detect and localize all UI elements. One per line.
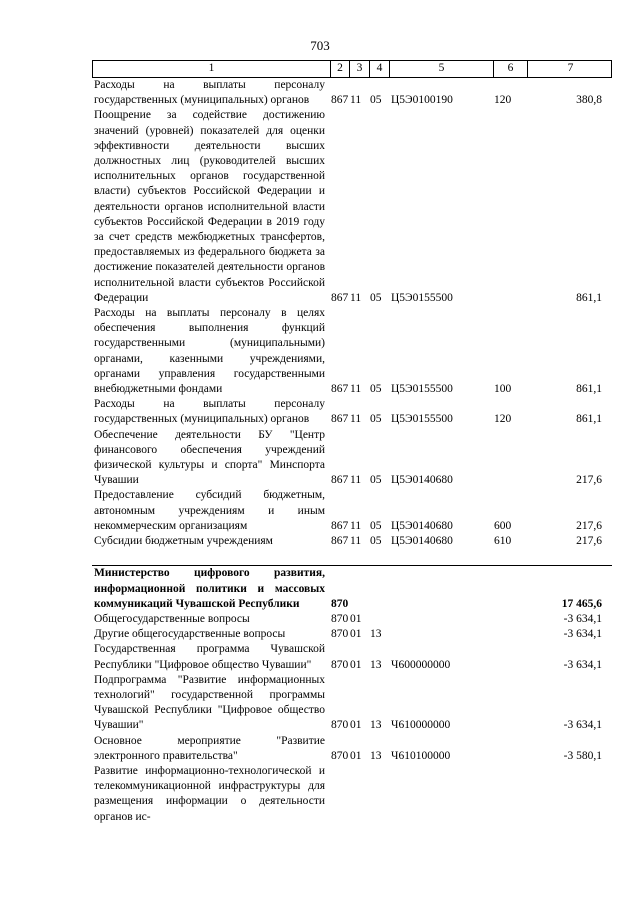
row-amount: 217,6 (576, 535, 602, 548)
header-col-2: 2 (330, 61, 349, 77)
table-body (92, 77, 612, 825)
table-row (92, 108, 612, 306)
header-col-5: 5 (389, 61, 493, 77)
row-expense-type: 610 (494, 535, 512, 548)
row-target-article: Ц5Э0155500 (391, 413, 453, 426)
row-ministry-code: 870 (331, 749, 349, 762)
row-subsection: 05 (370, 535, 382, 548)
table-row (92, 306, 612, 397)
row-subsection: 13 (370, 658, 382, 671)
row-section: 11 (350, 291, 362, 304)
row-amount: 380,8 (576, 94, 602, 107)
row-name: Другие общегосударственные вопросы (94, 628, 286, 641)
row-ministry-code: 867 (331, 535, 349, 548)
row-subsection: 13 (370, 628, 382, 641)
row-name: Подпрограмма "Развитие информационных технологий" государственной программы Чувашской Республики "Цифровое общество Чувашии" (94, 673, 325, 732)
table-row (92, 488, 612, 534)
table-row (92, 627, 612, 642)
row-name: Государственная программа Чувашской Республики "Цифровое общество Чувашии" (94, 643, 325, 671)
row-section: 01 (350, 749, 362, 762)
row-ministry-code: 870 (331, 628, 349, 641)
table-row (92, 764, 612, 825)
row-section: 11 (350, 535, 362, 548)
table-row (92, 534, 612, 549)
row-expense-type: 120 (494, 94, 512, 107)
row-name: Обеспечение деятельности БУ "Центр финансового обеспечения учреждений физической культуры и спорта" Минспорта Чувашии (94, 428, 325, 487)
row-amount: -3 634,1 (563, 612, 602, 625)
row-target-article: Ч610000000 (391, 719, 451, 732)
table-row (92, 77, 612, 108)
row-expense-type: 600 (494, 519, 512, 532)
row-amount: 17 465,6 (561, 597, 602, 610)
row-ministry-code: 870 (331, 597, 349, 610)
row-section: 11 (350, 519, 362, 532)
row-target-article: Ц5Э0140680 (391, 519, 453, 532)
row-name: Расходы на выплаты персоналу в целях обеспечения выполнения функций государственными (муниципальными) органами, казенными учреждениями, органами управления государственными внебюджетными фондами (94, 307, 325, 396)
row-ministry-code: 867 (331, 291, 349, 304)
row-target-article: Ц5Э0140680 (391, 535, 453, 548)
table-row (92, 565, 612, 612)
row-subsection: 05 (370, 94, 382, 107)
row-section: 01 (350, 658, 362, 671)
row-name: Общегосударственные вопросы (94, 612, 250, 625)
table-row (92, 642, 612, 672)
row-section: 01 (350, 628, 362, 641)
row-subsection: 05 (370, 413, 382, 426)
table-row (92, 397, 612, 427)
row-subsection: 13 (370, 719, 382, 732)
row-amount: 861,1 (576, 383, 602, 396)
row-section: 11 (350, 94, 362, 107)
row-name: Основное мероприятие "Развитие электронного правительства" (94, 734, 325, 762)
row-target-article: Ц5Э0155500 (391, 383, 453, 396)
header-col-1: 1 (208, 62, 215, 74)
row-ministry-code: 867 (331, 94, 349, 107)
row-expense-type: 100 (494, 383, 512, 396)
row-ministry-code: 867 (331, 383, 349, 396)
row-amount: 861,1 (576, 413, 602, 426)
row-subsection: 05 (370, 519, 382, 532)
row-name: Поощрение за содействие достижению значений (уровней) показателей для оценки эффективности деятельности высших должностных лиц (руководителей высших исполнительных органов государственной власти) субъектов Российской Федерации и деятельности органов исполнительной власти субъектов Российской Федерации в 2019 году за счет средств межбюджетных трансфертов, предоставляемых из федерального бюджета за достижение показателей деятельности органов исполнительной власти субъектов Российской Федерации (94, 109, 325, 304)
row-ministry-code: 870 (331, 719, 349, 732)
row-ministry-code: 867 (331, 474, 349, 487)
row-subsection: 05 (370, 474, 382, 487)
budget-table (92, 60, 612, 825)
row-target-article: Ц5Э0155500 (391, 291, 453, 304)
row-target-article: Ч600000000 (391, 658, 451, 671)
table-header (92, 60, 612, 77)
row-ministry-code: 867 (331, 519, 349, 532)
row-target-article: Ч610100000 (391, 749, 451, 762)
row-amount: -3 580,1 (563, 749, 602, 762)
header-col-6: 6 (493, 61, 527, 77)
row-amount: 861,1 (576, 291, 602, 304)
table-row (92, 734, 612, 764)
row-ministry-code: 867 (331, 413, 349, 426)
row-name: Расходы на выплаты персоналу государственных (муниципальных) органов (94, 79, 325, 107)
row-name: Предоставление субсидий бюджетным, автономным учреждениям и иным некоммерческим организациям (94, 489, 325, 532)
row-amount: -3 634,1 (563, 719, 602, 732)
table-row (92, 612, 612, 627)
page-number: 703 (310, 38, 330, 53)
row-amount: -3 634,1 (563, 628, 602, 641)
row-section: 11 (350, 413, 362, 426)
row-name: Развитие информационно-технологической и телекоммуникационной инфраструктуры для размещения информации о деятельности органов ис- (94, 764, 325, 823)
row-subsection: 13 (370, 749, 382, 762)
row-name: Субсидии бюджетным учреждениям (94, 535, 273, 548)
row-subsection: 05 (370, 383, 382, 396)
table-spacer (92, 549, 612, 565)
header-col-3: 3 (349, 61, 369, 77)
row-target-article: Ц5Э0100190 (391, 94, 453, 107)
row-name: Министерство цифрового развития, информационной политики и массовых коммуникаций Чувашской Республики (94, 567, 325, 610)
row-target-article: Ц5Э0140680 (391, 474, 453, 487)
row-name: Расходы на выплаты персоналу государственных (муниципальных) органов (94, 398, 325, 426)
row-amount: -3 634,1 (563, 658, 602, 671)
row-section: 11 (350, 474, 362, 487)
row-section: 11 (350, 383, 362, 396)
row-expense-type: 120 (494, 413, 512, 426)
header-col-7: 7 (527, 61, 613, 77)
row-ministry-code: 870 (331, 658, 349, 671)
row-subsection: 05 (370, 291, 382, 304)
row-section: 01 (350, 612, 362, 625)
row-amount: 217,6 (576, 474, 602, 487)
table-row (92, 673, 612, 734)
header-col-4: 4 (369, 61, 389, 77)
row-amount: 217,6 (576, 519, 602, 532)
row-ministry-code: 870 (331, 612, 349, 625)
table-row (92, 428, 612, 489)
row-section: 01 (350, 719, 362, 732)
